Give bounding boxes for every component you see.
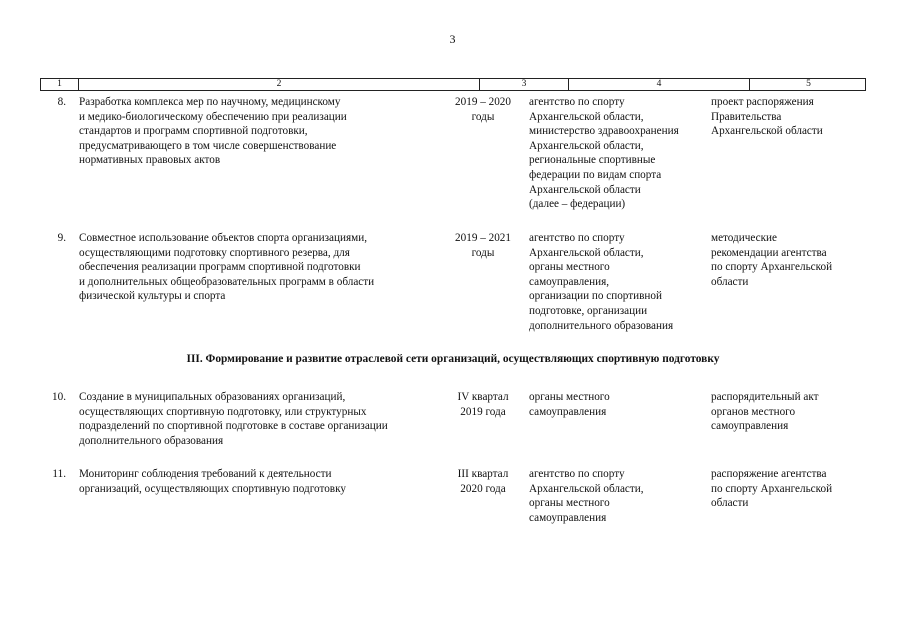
header-col-5: 5	[806, 79, 811, 89]
row-number: 10.	[52, 391, 66, 403]
header-col-1: 1	[41, 79, 79, 90]
row-responsible: агентство по спорту Архангельской области, органы местного самоуправления, организации по спортивной подготовке, организации дополнительного образования	[529, 232, 674, 332]
row-term: III квартал 2020 года	[457, 468, 509, 495]
row-term: IV квартал 2019 года	[457, 391, 509, 418]
row-description: Мониторинг соблюдения требований к деятельности организаций, осуществляющих спортивную подготовку	[79, 468, 346, 495]
row-description: Совместное использование объектов спорта организациями, осуществляющими подготовку спортивного резерва, для обеспечения реализации программ спортивной подготовки и дополнительных общеобразовательных программ в области физической культуры и спорта	[79, 232, 375, 303]
row-number: 8.	[57, 96, 66, 108]
row-responsible: агентство по спорту Архангельской области, органы местного самоуправления	[529, 468, 644, 524]
row-term: 2019 – 2020 годы	[455, 96, 511, 123]
row-number: 11.	[52, 468, 66, 480]
header-col-3: 3	[480, 79, 569, 90]
row-document: распорядительный акт органов местного самоуправления	[711, 391, 819, 433]
row-responsible: агентство по спорту Архангельской области, министерство здравоохранения Архангельской области, региональные спортивные федерации по видам спорта Архангельской области (далее – федерации)	[529, 96, 679, 211]
row-term: 2019 – 2021 годы	[455, 232, 511, 259]
header-col-2: 2	[79, 79, 480, 90]
page-number: 3	[449, 32, 456, 46]
row-number: 9.	[57, 232, 66, 244]
row-responsible: органы местного самоуправления	[529, 391, 610, 418]
row-description: Создание в муниципальных образованиях организаций, осуществляющих спортивную подготовку, или структурных подразделений по спортивной подготовке в составе организации дополнительного образования	[79, 391, 388, 447]
section-title: III. Формирование и развитие отраслевой сети организаций, осуществляющих спортивную подготовку	[186, 353, 720, 365]
row-document: распоряжение агентства по спорту Архангельской области	[711, 468, 833, 510]
row-document: проект распоряжения Правительства Архангельской области	[711, 96, 823, 138]
table-header-row	[40, 78, 866, 91]
header-col-4: 4	[569, 79, 750, 90]
row-description: Разработка комплекса мер по научному, медицинскому и медико-биологическому обеспечению при реализации стандартов и программ спортивной подготовки, предусматривающего в том числе совершенствование нормативных правовых актов	[79, 96, 347, 167]
row-document: методические рекомендации агентства по спорту Архангельской области	[711, 232, 833, 288]
